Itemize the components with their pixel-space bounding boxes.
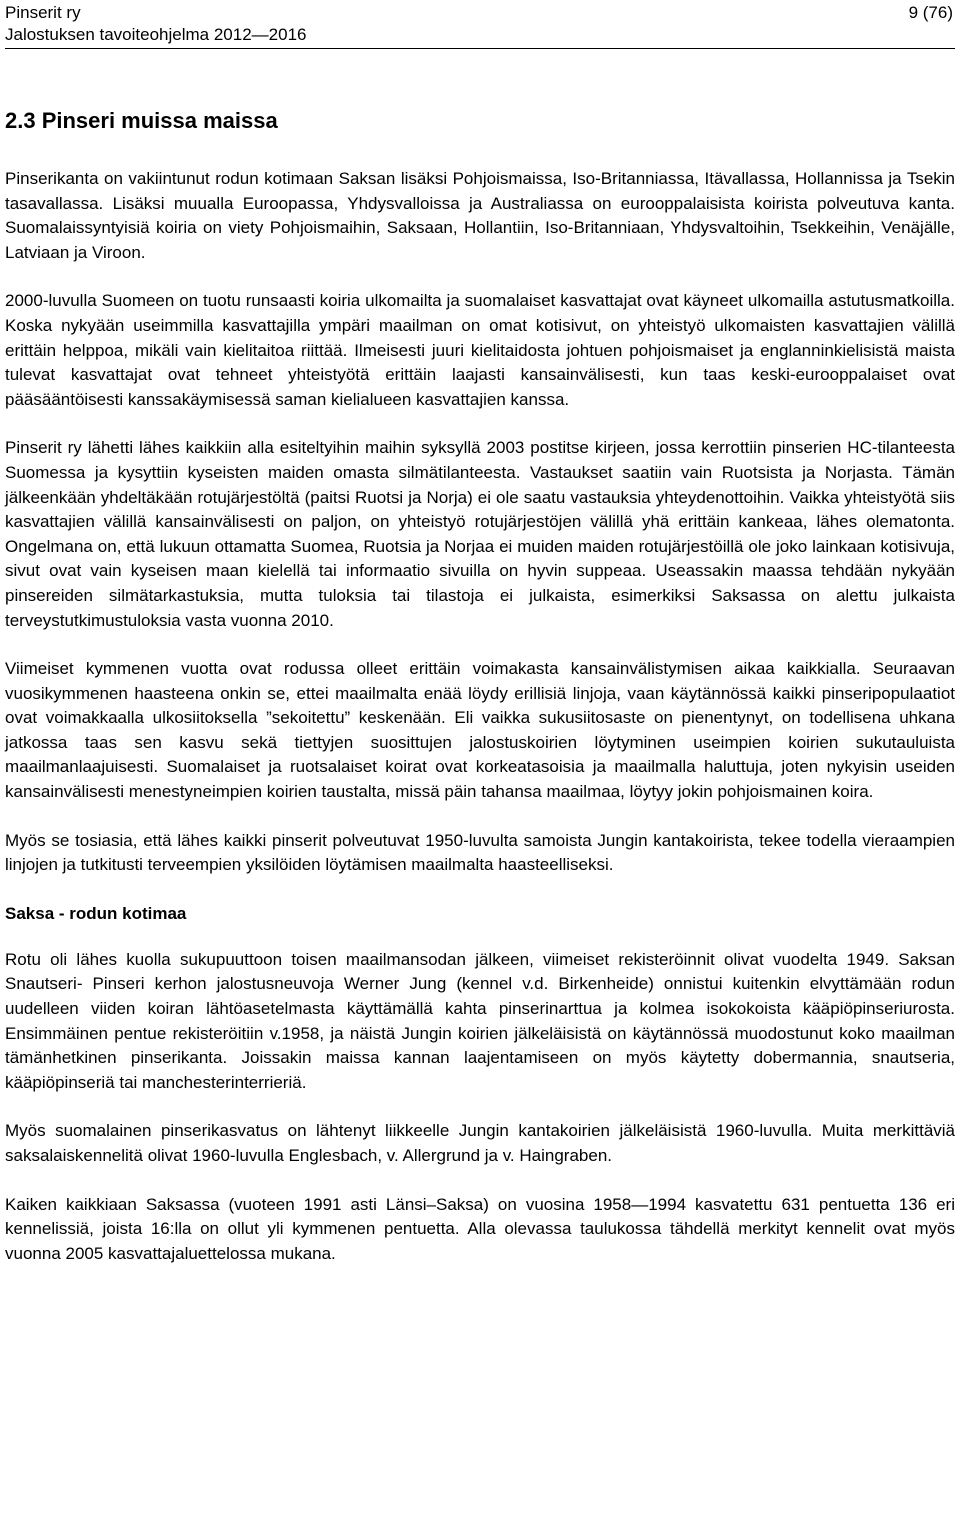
document-page	[5, 0, 955, 1263]
paragraph-jung-origins: Myös se tosiasia, että lähes kaikki pinserit polveutuvat 1950-luvulta samoista Jungin kantakoirista, tekee todella vieraampien linjojen ja tutkitusti terveempien yksilöiden löytämisen maailmalta haasteelliseksi.	[5, 830, 955, 875]
page-header	[5, 0, 955, 46]
section-title: 2.3 Pinseri muissa maissa	[5, 108, 278, 133]
document-body	[5, 167, 955, 1290]
paragraph-germany-history: Rotu oli lähes kuolla sukupuuttoon toisen maailmansodan jälkeen, viimeiset rekisteröinnit olivat vuodelta 1949. Saksan Snautseri- Pinseri kerhon jalostusneuvoja Werner Jung (kennel v.d. Birkenheide) onnistui kuitenkin elvyttämään rodun uudelleen viiden koiran lähtöasetelmasta käyttämällä kahta pinserinarttua ja kolmea isokokoista kääpiöpinseriurosta. Ensimmäinen pentue rekisteröitiin v.1958, ja näistä Jungin koirien jälkeläisistä on käytännössä muodostunut koko maailman tämänhetkinen pinserikanta. Joissakin maissa kannan laajentamiseen on myös käytetty dobermannia, snautseria, kääpiöpinseriä tai manchesterinterrieriä.	[5, 949, 955, 1092]
paragraph-internationalization: Viimeiset kymmenen vuotta ovat rodussa olleet erittäin voimakasta kansainvälistymisen aikaa kaikkialla. Seuraavan vuosikymmenen haasteena onkin se, ettei maailmalta enää löydy erillisiä linjoja, vaan käytännössä kaikki pinseripopulaatiot ovat voimakkaalla ulkosiitoksella ”sekoitettu” keskenään. Eli vaikka sukusiitosaste on pienentynyt, on todellisena uhkana jatkossa taas sen kasvu sekä tiettyjen suosittujen jalostuskoirien löytyminen useimpien koirien sukutauluista maailmanlaajuisesti. Suomalaiset ja ruotsalaiset koirat ovat korkeatasoisia ja maailmalla haluttuja, joten nykyisin useiden kansainvälisesti menestyneimpien koirien taustalta, missä päin tahansa maailmaa, löytyy jokin pohjoismainen koira.	[5, 659, 955, 802]
paragraph-imports: 2000-luvulla Suomeen on tuotu runsaasti koiria ulkomailta ja suomalaiset kasvattajat ovat käyneet ulkomailla astutusmatkoilla. Koska nykyään useimmilla kasvattajilla ympäri maailman on omat kotisivut, on yhteistyö ulkomaisten kasvattajien välillä erittäin helppoa, mikäli vain kielitaitoa riittää. Ilmeisesti juuri kielitaidosta johtuen pohjoismaiset ja englanninkielisistä maista tulevat kasvattajat ovat tehneet yhteistyötä erittäin laajasti kansainvälisesti, kun taas keski-eurooppalaiset ovat pääsääntöisesti kanssakäymisessä saman kielialueen kasvattajien kanssa.	[5, 291, 955, 409]
paragraph-germany-statistics: Kaiken kaikkiaan Saksassa (vuoteen 1991 asti Länsi–Saksa) on vuosina 1958—1994 kasvatettu 631 pentuetta 136 eri kennelissiä, joista 16:lla on ollut yli kymmenen pentuetta. Alla olevassa taulukossa tähdellä merkityt kennelit ovat myös vuonna 2005 kasvattajaluettelossa mukana.	[5, 1194, 955, 1263]
header-divider	[5, 48, 955, 49]
paragraph-countries: Pinserikanta on vakiintunut rodun kotimaan Saksan lisäksi Pohjoismaissa, Iso-Britanniassa, Itävallassa, Hollannissa ja Tsekin tasavallassa. Lisäksi muualla Euroopassa, Yhdysvalloissa ja Australiassa on eurooppalaisista koirista polveutuva kanta. Suomalaissyntyisiä koiria on viety Pohjoismaihin, Saksaan, Hollantiin, Iso-Britanniaan, Yhdysvaltoihin, Tsekkeihin, Venäjälle, Latviaan ja Viroon.	[5, 169, 955, 262]
header-document-title: Jalostuksen tavoiteohjelma 2012—2016	[5, 25, 307, 44]
header-organization: Pinserit ry	[5, 3, 81, 22]
subheading-germany: Saksa - rodun kotimaa	[5, 903, 187, 923]
header-page-number: 9 (76)	[908, 3, 953, 22]
paragraph-survey: Pinserit ry lähetti lähes kaikkiin alla esiteltyihin maihin syksyllä 2003 postitse kirjeen, jossa kerrottiin pinserien HC-tilanteesta Suomessa ja kysyttiin kyseisten maiden omasta silmätilanteesta. Vastaukset saatiin vain Ruotsista ja Norjasta. Tämän jälkeenkään yhdeltäkään rotujärjestöltä (paitsi Ruotsi ja Norja) ei ole saatu vastauksia yhteydenottoihin. Vaikka yhteistyötä siis kasvattajien välillä kansainvälisesti on paljon, on yhteistyö rotujärjestöjen välillä yhä erittäin kankeaa, lähes olematonta. Ongelmana on, että lukuun ottamatta Suomea, Ruotsia ja Norjaa ei muiden maiden rotujärjestöillä ole joko lainkaan kotisivuja, sivut ovat vain kyseisen maan kielellä tai informaatio sivuilla on hyvin suppeaa. Useassakin maassa tehdään nykyään pinsereiden silmätarkastuksia, mutta tuloksia tai tilastoja ei julkaista, esimerkiksi Saksassa on alettu julkaista terveystutkimustuloksia vasta vuonna 2010.	[5, 438, 955, 630]
paragraph-finnish-breeding: Myös suomalainen pinserikasvatus on lähtenyt liikkeelle Jungin kantakoirien jälkeläisistä 1960-luvulla. Muita merkittäviä saksalaiskennelitä olivat 1960-luvulla Englesbach, v. Allergrund ja v. Haingraben.	[5, 1121, 955, 1165]
